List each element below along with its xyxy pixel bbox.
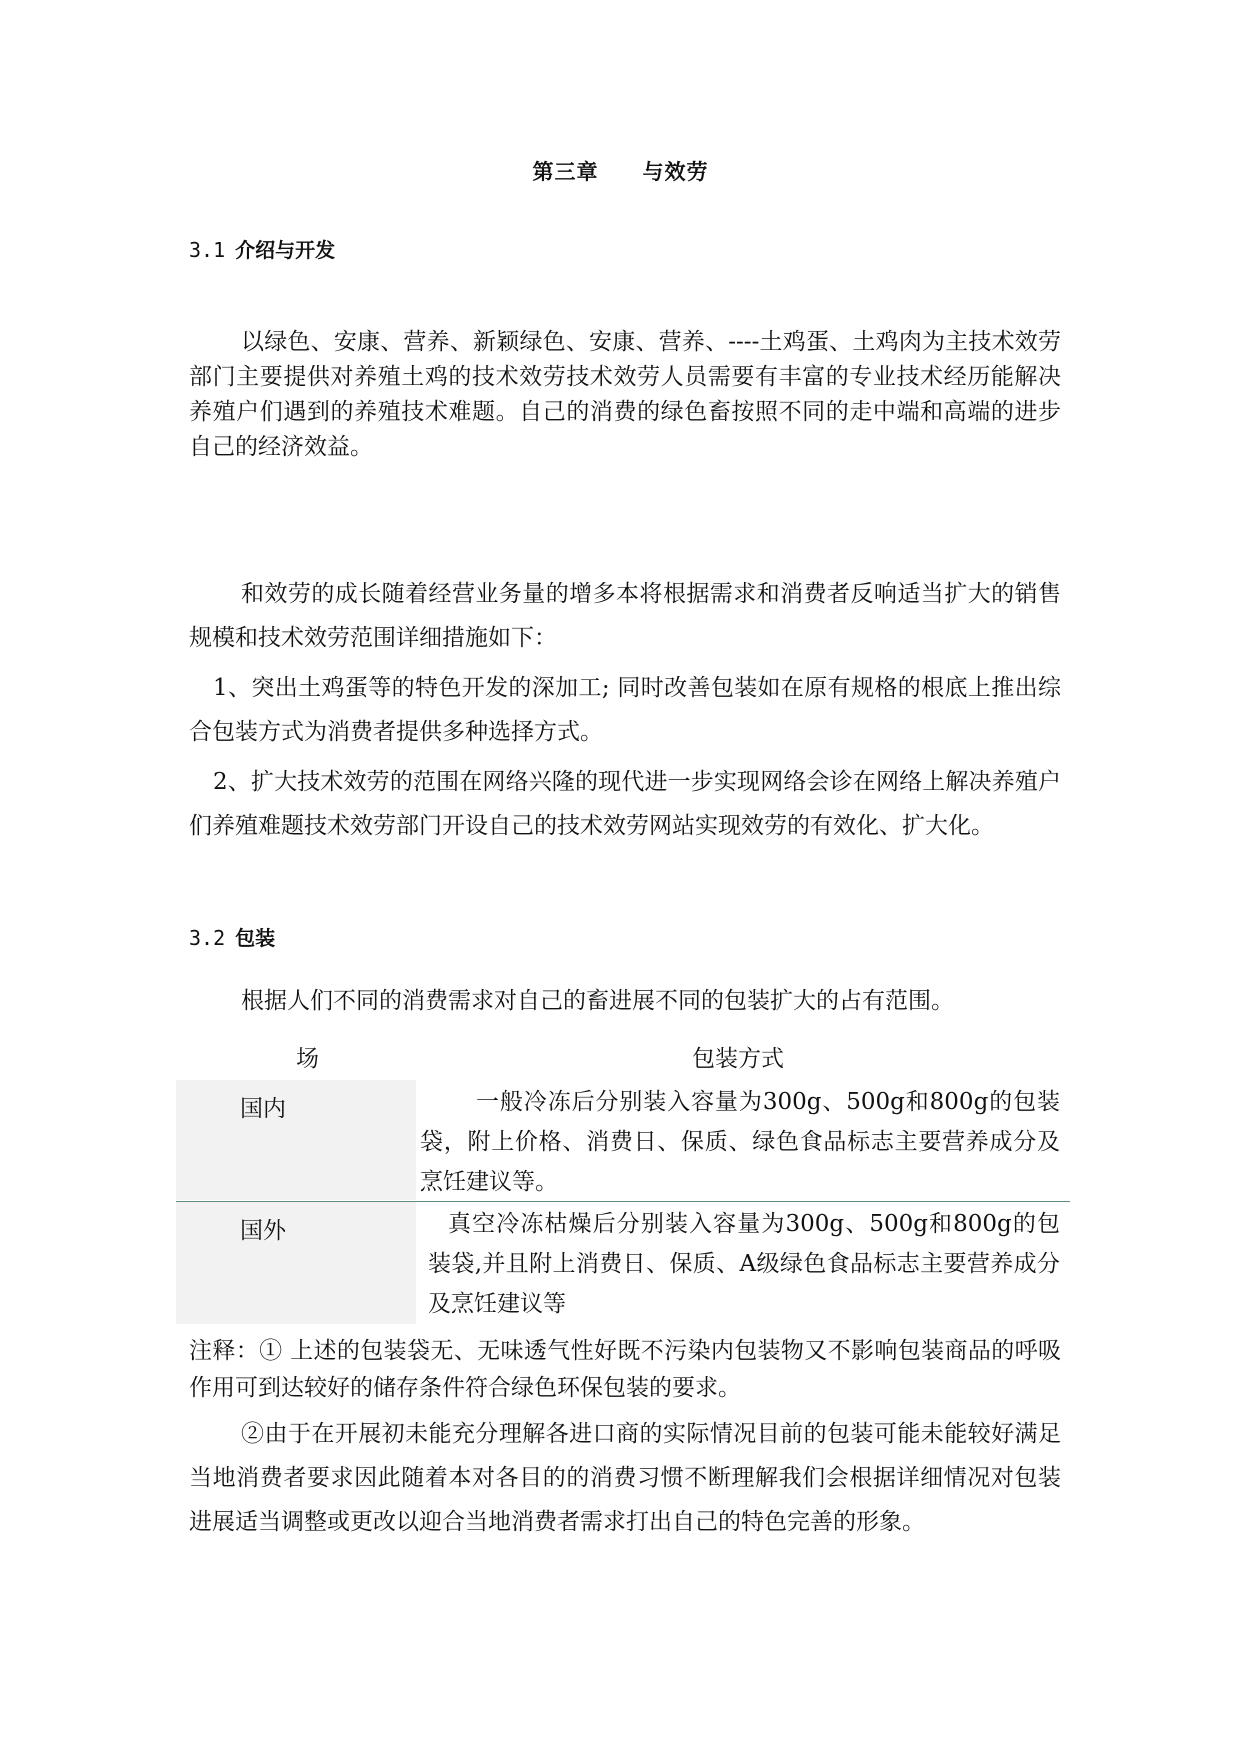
note-2: ②由于在开展初未能充分理解各进口商的实际情况目前的包装可能未能较好满足当地消费者要求因此随着本对各目的的消费习惯不断理解我们会根据详细情况对包装进展适当调整或更改以迎合当地消费者需求打出自己的特色完善的形象。: [189, 1421, 1061, 1535]
section-number: 3.1: [189, 238, 226, 262]
section-heading-3-1: [189, 234, 335, 263]
paragraph-growth: 和效劳的成长随着经营业务量的增多本将根据需求和消费者反响适当扩大的销售规模和技术效劳范围详细措施如下：: [189, 581, 1061, 651]
table-cell-method-foreign: 真空冷冻枯燥后分别装入容量为300g、500g和800g的包装袋,并且附上消费日、保质、A级绿色食品标志主要营养成分及烹饪建议等: [428, 1211, 1060, 1317]
section-label: 包装: [235, 926, 276, 950]
paragraph-intro: 以绿色、安康、营养、新颖绿色、安康、营养、----土鸡蛋、土鸡肉为主技术效劳部门主要提供对养殖土鸡的技术效劳技术效劳人员需要有丰富的专业技术经历能解决养殖户们遇到的养殖技术难题。自己的消费的绿色畜按照不同的走中端和高端的进步自己的经济效益。: [189, 329, 1061, 460]
table-header-method: 包装方式: [692, 1046, 784, 1072]
chapter-subject: 与效劳: [642, 160, 709, 184]
chapter-title: [0, 156, 1241, 186]
paragraph-measure-1: 1、突出土鸡蛋等的特色开发的深加工; 同时改善包装如在原有规格的根底上推出综合包装方式为消费者提供多种选择方式。: [189, 675, 1061, 745]
chapter-number: 第三章: [532, 160, 599, 184]
table-cell-market: 国外: [240, 1218, 286, 1244]
table-cell-market: 国内: [240, 1096, 286, 1122]
section-label: 介绍与开发: [235, 238, 336, 262]
table-header-market: 场: [296, 1046, 319, 1072]
table-row-domestic-market-cell: [176, 1080, 416, 1200]
table-cell-method-domestic: 一般冷冻后分别装入容量为300g、500g和800g的包装袋，附上价格、消费日、保质、绿色食品标志主要营养成分及烹饪建议等。: [420, 1089, 1060, 1195]
section-heading-3-2: [189, 922, 275, 951]
paragraph-packaging-intro: 根据人们不同的消费需求对自己的畜进展不同的包装扩大的占有范围。: [241, 988, 954, 1014]
paragraph-measure-2: 2、扩大技术效劳的范围在网络兴隆的现代进一步实现网络会诊在网络上解决养殖户们养殖难题技术效劳部门开设自己的技术效劳网站实现效劳的有效化、扩大化。: [189, 769, 1061, 839]
note-1: 注释：① 上述的包装袋无、无味透气性好既不污染内包装物又不影响包装商品的呼吸作用可到达较好的储存条件符合绿色环保包装的要求。: [189, 1338, 1061, 1401]
table-row-foreign-market-cell: [176, 1202, 416, 1324]
section-number: 3.2: [189, 926, 226, 950]
